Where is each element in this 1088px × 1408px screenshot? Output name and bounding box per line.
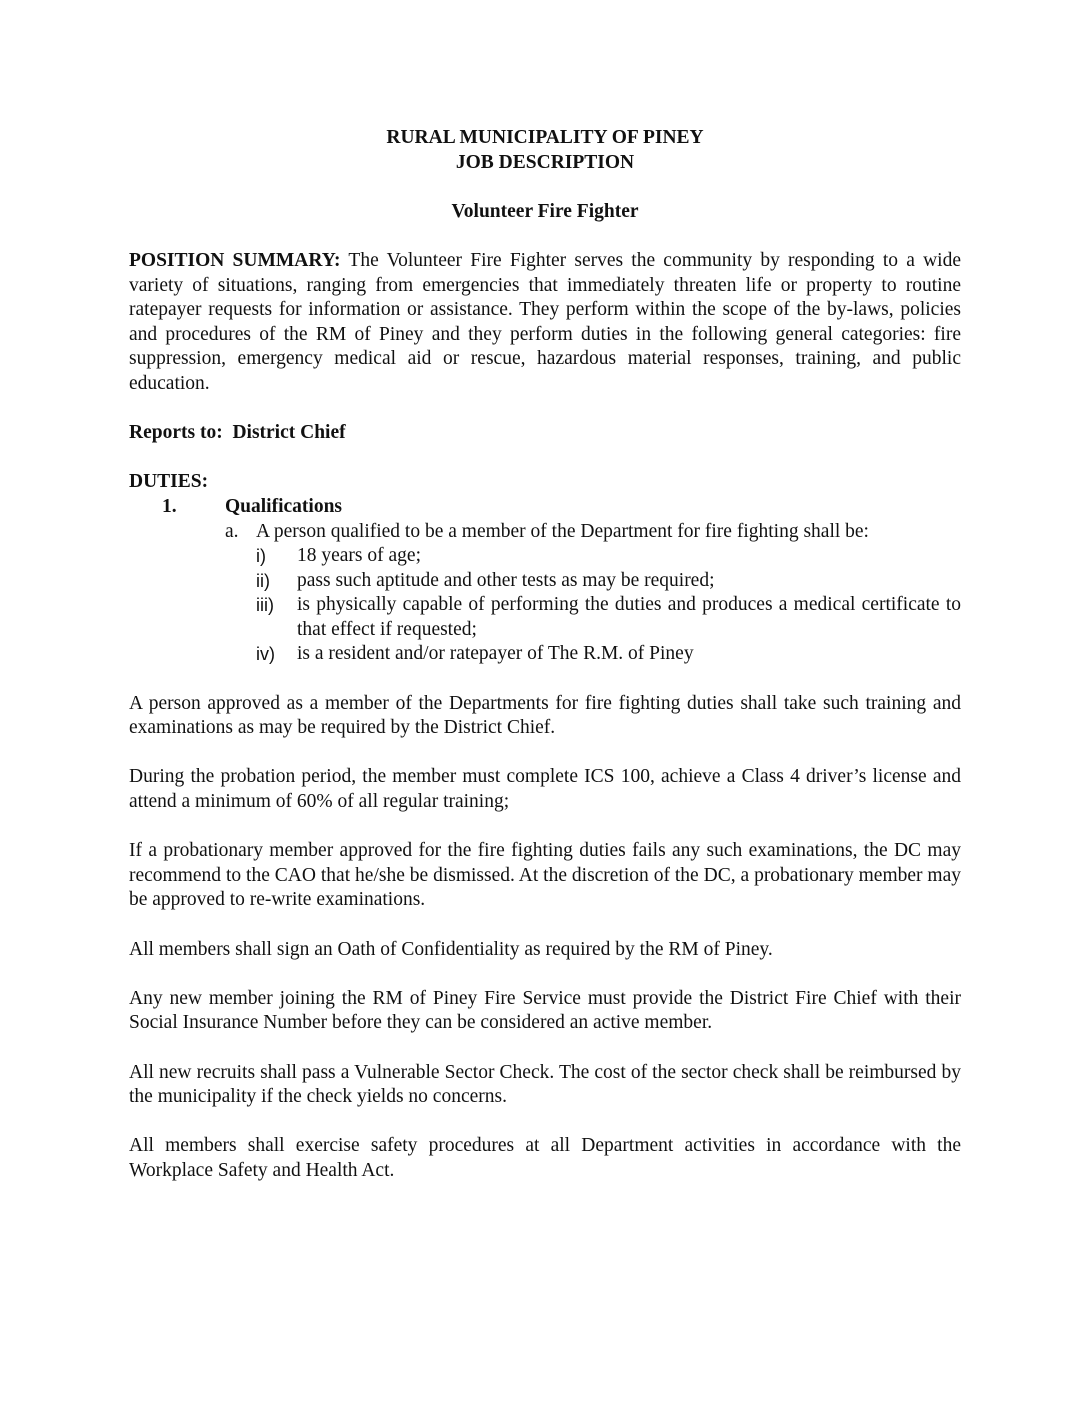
confidentiality-paragraph: All members shall sign an Oath of Confidentiality as required by the RM of Piney. <box>129 938 773 960</box>
requirement-text: pass such aptitude and other tests as may be required; <box>297 569 715 591</box>
requirement-text: is physically capable of performing the duties and produces a medical certificate to that effect if requested; <box>297 594 961 640</box>
subitem-letter: a. <box>225 520 239 542</box>
requirements-list <box>129 544 961 667</box>
requirement-numeral: iv) <box>256 644 275 665</box>
safety-paragraph: All members shall exercise safety procedures at all Department activities in accordance with the Workplace Safety and Health Act. <box>129 1135 961 1181</box>
requirement-item <box>256 642 961 667</box>
requirement-item <box>256 544 961 569</box>
requirement-text: 18 years of age; <box>297 545 421 567</box>
training-paragraph: A person approved as a member of the Departments for fire fighting duties shall take such training and examinations as may be required by the District Chief. <box>129 692 961 739</box>
position-summary-text: The Volunteer Fire Fighter serves the community by responding to a wide variety of situations, ranging from emergencies that immediately threaten life or property to routine ratepayer requests for information or assistance. They perform within the scope of the by-laws, policies and procedures of the RM of Piney and they perform duties in the following general categories: fire suppression, emergency medical aid or rescue, hazardous material responses, training, and public education. <box>129 249 961 394</box>
reports-to-label: Reports to: <box>129 422 223 444</box>
probation-paragraph: During the probation period, the member must complete ICS 100, achieve a Class 4 driver’s license and attend a minimum of 60% of all regular training; <box>129 766 961 813</box>
examination-paragraph: If a probationary member approved for the fire fighting duties fails any such examinations, the DC may recommend to the CAO that he/she be dismissed. At the discretion of the DC, a probationary member may be approved to re-write examinations. <box>129 840 961 911</box>
sector-check-paragraph: All new recruits shall pass a Vulnerable Sector Check. The cost of the sector check shall be reimbursed by the municipality if the check yields no concerns. <box>129 1061 961 1108</box>
municipality-heading: RURAL MUNICIPALITY OF PINEY <box>386 127 704 148</box>
document-page <box>129 126 961 1184</box>
requirement-text: is a resident and/or ratepayer of The R.M. of Piney <box>297 643 694 665</box>
requirement-numeral: i) <box>256 546 266 567</box>
subitem-text: A person qualified to be a member of the Department for fire fighting shall be: <box>256 520 869 542</box>
duties-heading: DUTIES: <box>129 471 209 493</box>
requirement-item <box>256 593 961 642</box>
sin-paragraph: Any new member joining the RM of Piney Fire Service must provide the District Fire Chief with their Social Insurance Number before they can be considered an active member. <box>129 987 961 1034</box>
reports-to <box>129 421 961 446</box>
qualification-subitem <box>129 520 961 545</box>
requirement-numeral: iii) <box>256 595 274 616</box>
position-summary-label: POSITION SUMMARY: <box>129 249 341 271</box>
reports-to-value: District Chief <box>232 422 346 444</box>
duty-item-title: Qualifications <box>225 495 343 517</box>
document-type-heading: JOB DESCRIPTION <box>455 151 635 173</box>
position-title: Volunteer Fire Fighter <box>451 200 639 222</box>
requirement-numeral: ii) <box>256 570 270 591</box>
duty-item-number: 1. <box>162 495 177 517</box>
duty-item-qualifications <box>129 495 961 520</box>
requirement-item <box>256 569 961 594</box>
position-summary <box>129 249 961 397</box>
